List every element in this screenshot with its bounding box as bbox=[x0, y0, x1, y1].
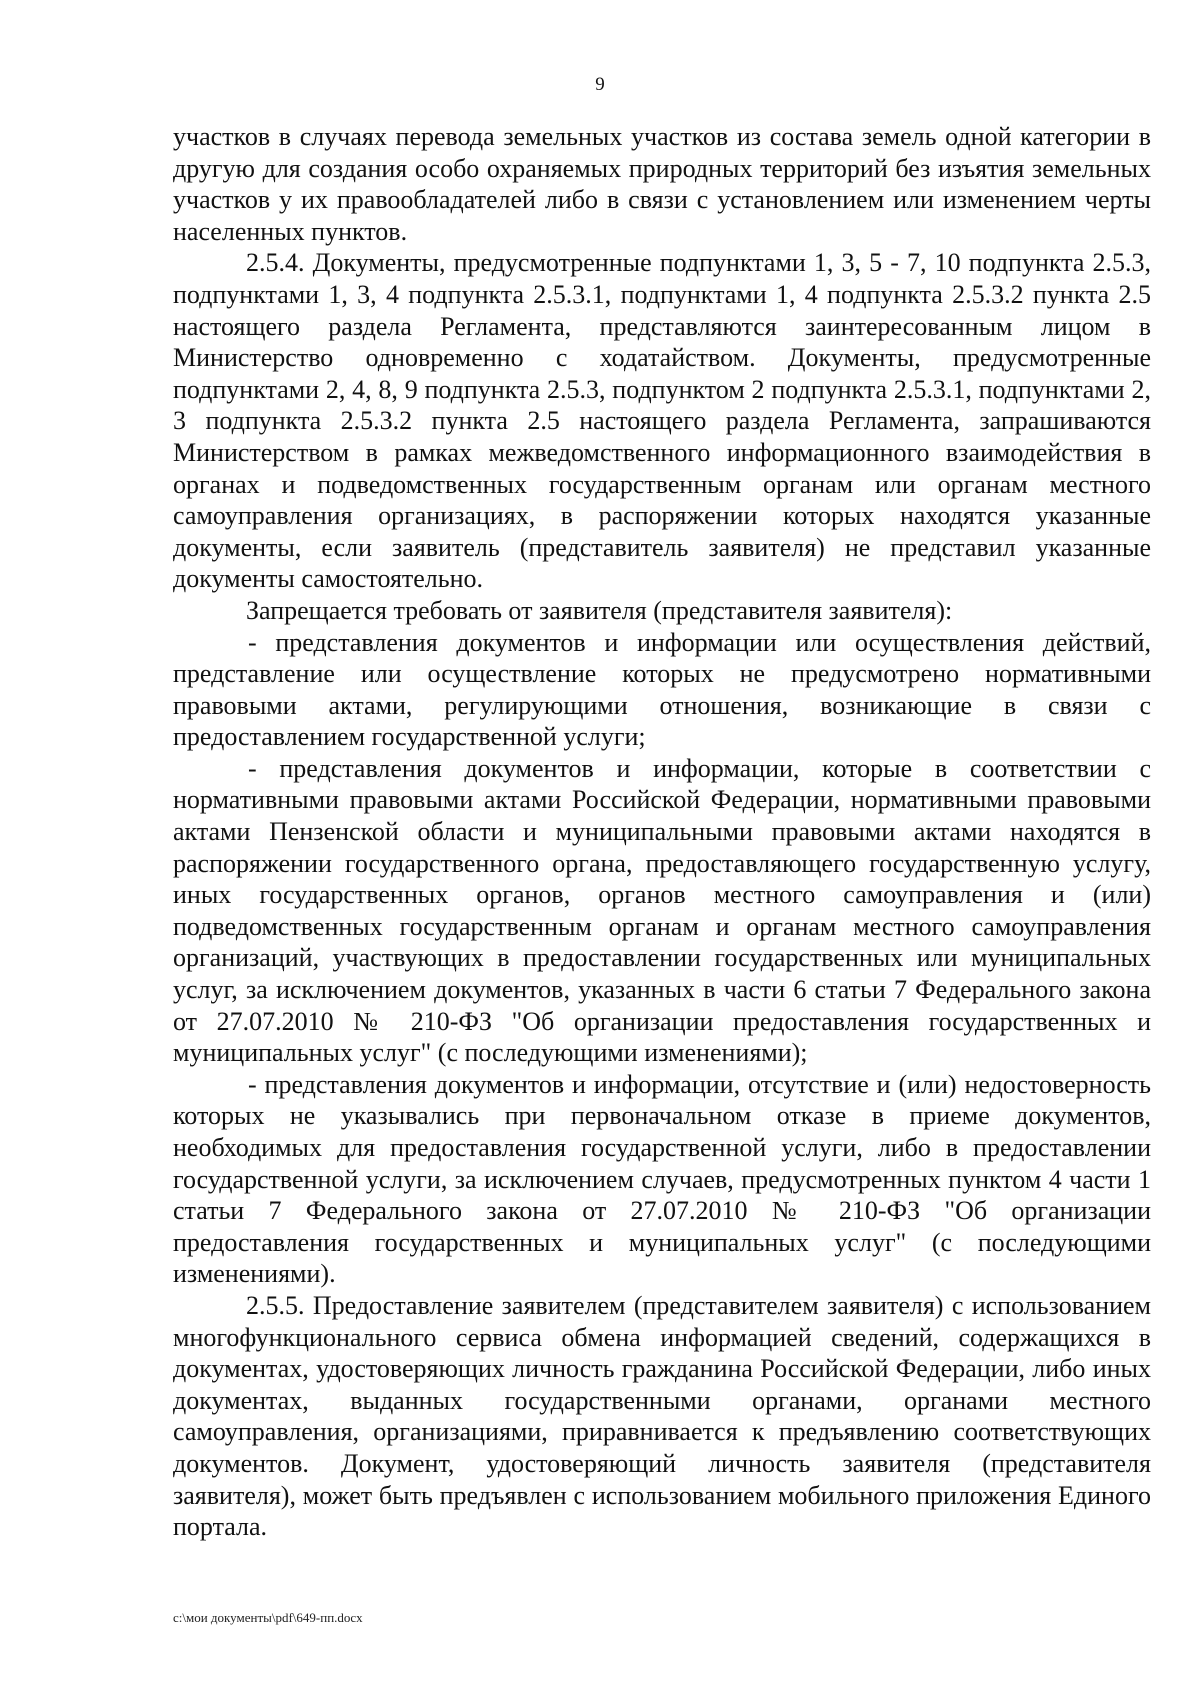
paragraph-2-5-5: 2.5.5. Предоставление заявителем (представителем заявителя) с использованием многофункционального сервиса обмена информацией сведений, содержащихся в документах, удостоверяющих личность гражданина Российской Федерации, либо иных документах, выданных государственными органами, органами местного самоуправления, организациями, приравнивается к предъявлению соответствующих документов. Документ, удостоверяющий личность заявителя (представителя заявителя), может быть предъявлен с использованием мобильного приложения Единого портала. bbox=[173, 1290, 1151, 1542]
footer-file-path: c:\мои документы\pdf\649-пп.docx bbox=[173, 1610, 363, 1625]
list-item-prohibition-2: - представления документов и информации, которые в соответствии с нормативными правовыми актами Российской Федерации, нормативными правовыми актами Пензенской области и муниципальными правовыми актами находятся в распоряжении государственного органа, предоставляющего государственную услугу, иных государственных органов, органов местного самоуправления и (или) подведомственных государственным органам и органам местного самоуправления организаций, участвующих в предоставлении государственных или муниципальных услуг, за исключением документов, указанных в части 6 статьи 7 Федерального закона от 27.07.2010 № 210-ФЗ "Об организации предоставления государственных и муниципальных услуг" (с последующими изменениями); bbox=[173, 753, 1151, 1068]
page-number: 9 bbox=[595, 74, 605, 95]
paragraph-prohibition-intro: Запрещается требовать от заявителя (представителя заявителя): bbox=[246, 595, 953, 625]
paragraph-continuation: участков в случаях перевода земельных участков из состава земель одной категории в другую для создания особо охраняемых природных территорий без изъятия земельных участков у их правообладателей либо в связи с установлением или изменением черты населенных пунктов. bbox=[173, 122, 1151, 246]
list-item-prohibition-1: - представления документов и информации или осуществления действий, представление или осуществление которых не предусмотрено нормативными правовыми актами, регулирующими отношения, возникающие в связи с предоставлением государственной услуги; bbox=[173, 627, 1151, 752]
document-body bbox=[173, 121, 1151, 1543]
list-item-prohibition-3: - представления документов и информации, отсутствие и (или) недостоверность которых не указывались при первоначальном отказе в приеме документов, необходимых для предоставления государственной услуги, либо в предоставлении государственной услуги, за исключением случаев, предусмотренных пунктом 4 части 1 статьи 7 Федерального закона от 27.07.2010 № 210-ФЗ "Об организации предоставления государственных и муниципальных услуг" (с последующими изменениями). bbox=[173, 1069, 1151, 1289]
paragraph-2-5-4: 2.5.4. Документы, предусмотренные подпунктами 1, 3, 5 - 7, 10 подпункта 2.5.3, подпунктами 1, 3, 4 подпункта 2.5.3.1, подпунктами 1, 4 подпункта 2.5.3.2 пункта 2.5 настоящего раздела Регламента, представляются заинтересованным лицом в Министерство одновременно с ходатайством. Документы, предусмотренные подпунктами 2, 4, 8, 9 подпункта 2.5.3, подпунктом 2 подпункта 2.5.3.1, подпунктами 2, 3 подпункта 2.5.3.2 пункта 2.5 настоящего раздела Регламента, запрашиваются Министерством в рамках межведомственного информационного взаимодействия в органах и подведомственных государственным органам или органам местного самоуправления организациях, в распоряжении которых находятся указанные документы, если заявитель (представитель заявителя) не представил указанные документы самостоятельно. bbox=[173, 248, 1151, 594]
